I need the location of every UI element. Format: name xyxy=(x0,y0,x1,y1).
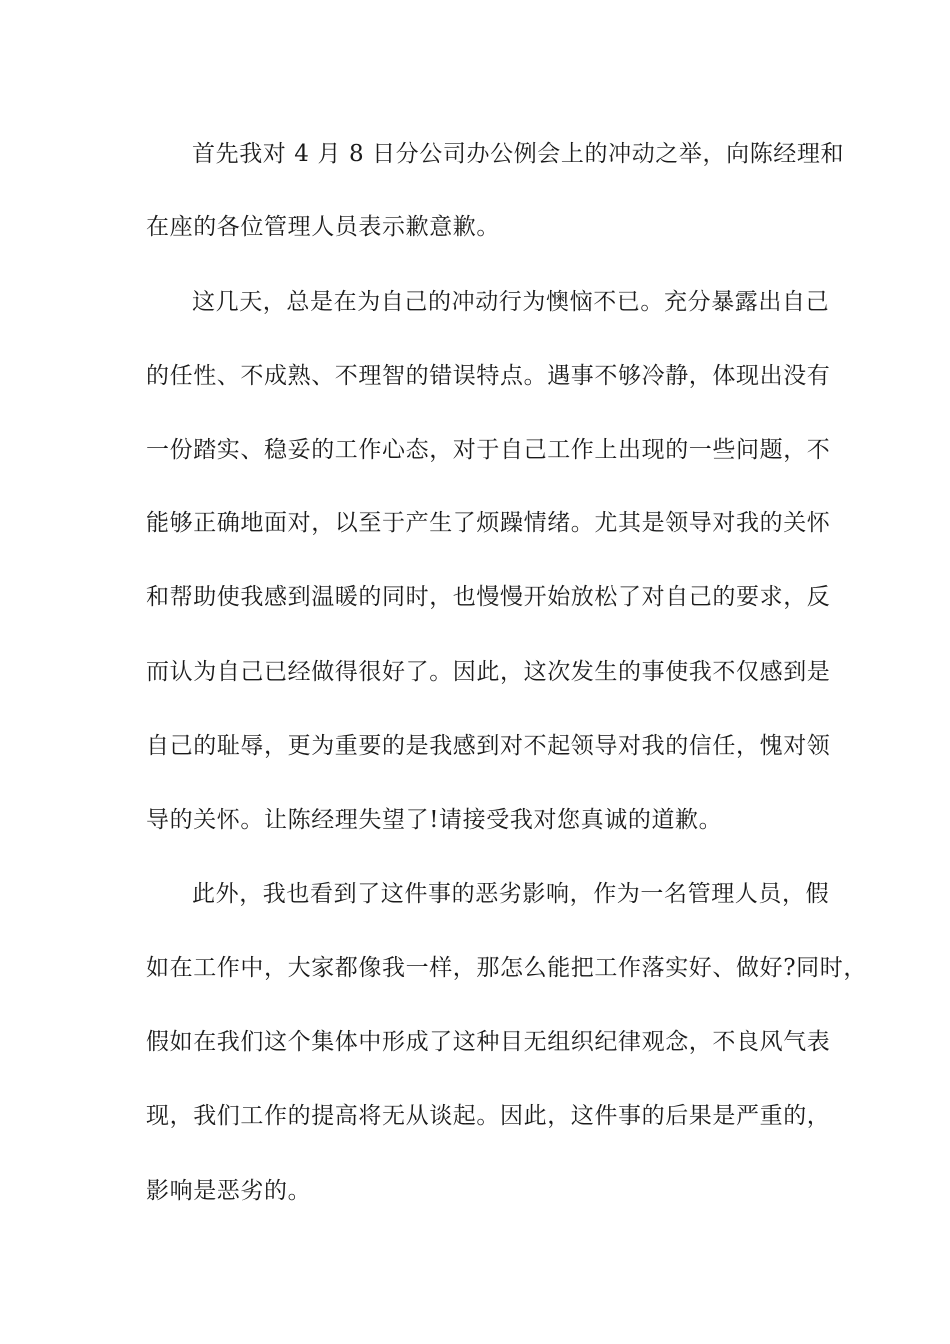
paragraph-3-line-2: 如在工作中，大家都像我一样，那怎么能把工作落实好、做好?同时， xyxy=(146,955,867,981)
paragraph-1-line-2: 在座的各位管理人员表示歉意歉。 xyxy=(146,214,500,240)
paragraph-2-line-1: 这几天，总是在为自己的冲动行为懊恼不已。充分暴露出自己 xyxy=(192,289,830,315)
paragraph-2-line-6: 而认为自己已经做得很好了。因此，这次发生的事使我不仅感到是 xyxy=(146,659,831,685)
paragraph-3-line-3: 假如在我们这个集体中形成了这种目无组织纪律观念，不良风气表 xyxy=(146,1029,831,1055)
paragraph-2-line-3: 一份踏实、稳妥的工作心态，对于自己工作上出现的一些问题，不 xyxy=(146,437,831,463)
paragraph-2-line-4: 能够正确地面对，以至于产生了烦躁情绪。尤其是领导对我的关怀 xyxy=(146,510,831,536)
paragraph-2-line-2: 的任性、不成熟、不理智的错误特点。遇事不够冷静，体现出没有 xyxy=(146,363,831,389)
paragraph-1-line-1: 首先我对 4 月 8 日分公司办公例会上的冲动之举，向陈经理和 xyxy=(192,141,845,167)
paragraph-3-line-4: 现，我们工作的提高将无从谈起。因此，这件事的后果是严重的， xyxy=(146,1103,831,1129)
paragraph-2-line-7: 自己的耻辱，更为重要的是我感到对不起领导对我的信任，愧对领 xyxy=(146,733,831,759)
paragraph-3-line-1: 此外，我也看到了这件事的恶劣影响，作为一名管理人员，假 xyxy=(192,881,830,907)
paragraph-2-line-5: 和帮助使我感到温暖的同时，也慢慢开始放松了对自己的要求，反 xyxy=(146,584,831,610)
paragraph-3-line-5: 影响是恶劣的。 xyxy=(146,1178,312,1204)
paragraph-2-line-8: 导的关怀。让陈经理失望了!请接受我对您真诚的道歉。 xyxy=(146,807,723,833)
